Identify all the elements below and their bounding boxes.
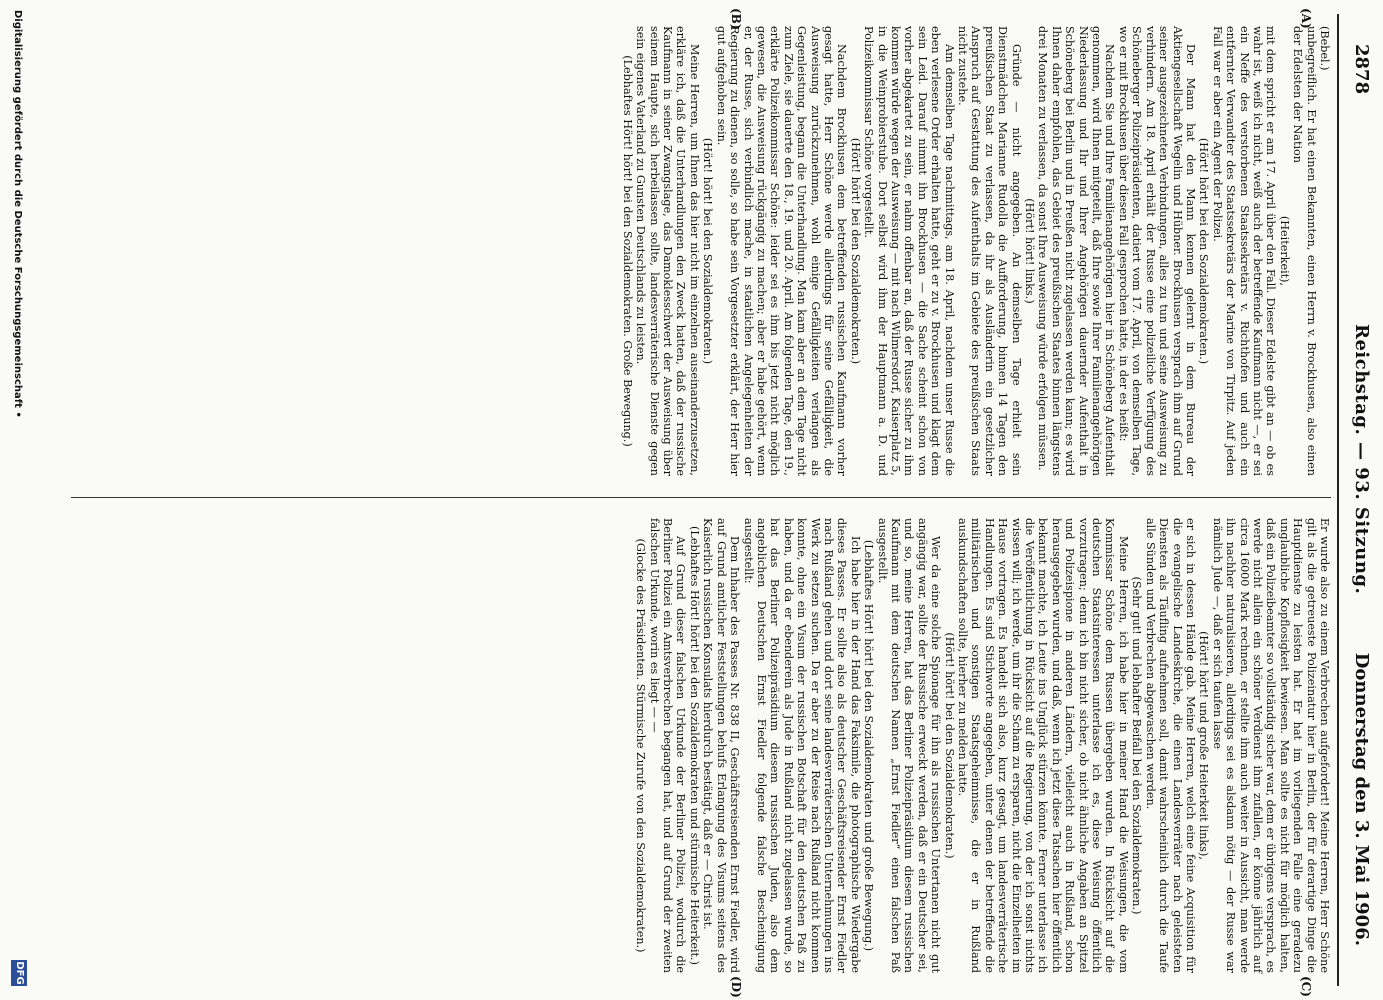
paragraph: Gründe — nicht angegeben. An demselben Tage erhielt sein Dienstmädchen Marianne Rudolla die Aufforderung, binnen 14 Tagen den preußischen Staat zu verlassen, da ihr als Ausländerin ein gesetzlicher Anspruch auf Gestattung des Aufenthalts im Gebiete des preußischen Staats nicht zustehe. — [956, 26, 1023, 476]
page-number: 2878 — [1351, 44, 1372, 95]
interjection: (Lebhaftes Hört! hört! bei den Sozialdemokraten und große Bewegung.) — [862, 539, 876, 952]
page-title: Reichstag. — 93. Sitzung. — [1351, 324, 1372, 595]
paragraph: Am demselben Tage nachmittags, am 18. April, nachdem unser Russe die eben verlesene Order erhalten hatte, geht er zu v. Brockhusen und klagt dem sein Leid. Darauf nimmt ihn Brockhusen — die Sache scheint schon von vorher abgekartet zu sein, er nahm offenbar an, daß der Russe sicher zu ihm kommen würde wegen der Ausweisung — mit nach Wilmersdorf, Kaiserplatz 5, in die Weinprobierstube. Dort selbst wird ihm der Hauptmann a. D. und Polizeikommissar Schöne vorgestellt. — [862, 26, 956, 476]
digitization-credit: Digitalisierung gefördert durch die Deutsche Forschungsgemeinschaft • — [12, 10, 23, 418]
right-column — [634, 518, 1331, 973]
paragraph: Wer da eine solche Spionage für ihn als russischen Untertanen nicht gut angängig war, sollte der Russische erweckt werden, daß er ein Deutscher sei, und so, meine Herren, hat das Berliner Polizeipräsidium diesem russischen Kaufmann mit dem deutschen Namen „Ernst Fiedler“ einen falschen Paß ausgestellt. — [875, 518, 943, 973]
interjection: (Hört! hört! bei den Sozialdemokraten.) — [701, 137, 715, 365]
interjection: (Hört! hört! bei den Sozialdemokraten.) — [1197, 137, 1211, 365]
page-date: Donnerstag den 3. Mai 1906. — [1351, 652, 1372, 946]
interjection: (Hört! hört! bei den Sozialdemokraten.) — [848, 137, 862, 365]
left-column — [620, 26, 1331, 476]
interjection: (Sehr gut! und lebhafter Beifall bei den Sozialdemokraten.) — [1130, 576, 1144, 915]
paragraph: mit dem spricht er am 17. April über den Fall. Dieser Edelste gibt an — ob es wahr ist, weiß ich nicht, weiß auch der betreffende Kaufmann nicht —, er sei ein Neffe des verstorbenen Staatssekretärs v. Richthofen und auch ein entfernter Verwandter des Staatssekretärs der Marine von Tirpitz. Auf jeden Fall war er aber ein Agent der Polizei. — [1210, 26, 1278, 476]
margin-mark-b: (B) — [729, 8, 743, 30]
page-header — [1341, 14, 1375, 986]
paragraph: Auf Grund dieser falschen Urkunde der Berliner Polizei, wodurch die Berliner Polizei ein Amtsverbrechen begangen hat, und auf Grund der zweiten falschen Urkunde, worin es liegt — — — [647, 518, 688, 973]
speaker-name: (Bebel.) — [1318, 26, 1331, 71]
paragraph: er sich in dessen Hände gab. Meine Herren, welch eine feine Acquisition für die evangelische Landeskirche, die einen Landesverräter nach geleisteten Diensten als Täufling aufnehmen soll, damit wahrscheinlich durch die Taufe alle Sünden und Verbrechen abgewaschen werden. — [1143, 518, 1197, 973]
dfg-logo: DFG — [11, 960, 27, 986]
margin-mark-d: (D) — [729, 976, 743, 998]
quoted-certificate: Dem Inhaber des Passes Nr. 838 II, Geschäftsreisenden Ernst Fiedler, wird auf Grund amtlicher Feststellungen behufs Erlangung des Visums seitens des Kaiserlich russischen Konsulats hierdurch bestätigt, daß er — Christ ist. — [701, 518, 742, 973]
paragraph: unbegreiflich. Er hat einen Bekannten, einen Herrn v. Brockhusen, also einen der Edelsten der Nation — [1291, 26, 1318, 476]
column-divider — [71, 497, 1331, 498]
paragraph: Er wurde also zu einem Verbrechen aufgefordert! Meine Herren, Herr Schöne gilt als die getreueste Polizeinatur hier in Berlin, der für derartige Dinge die Hauptdienste zu leisten hat. Er hat im vorliegenden Falle eine geradezu unglaubliche Kopflosigkeit bewiesen. Man sollte es nicht für möglich halten, daß ein Polizeibeamter so vollständig sicher war, dem er übrigens versprach, es werde nicht allein ein schöner Verdienst ihm zufallen, er könne jährlich auf circa 16000 Mark rechnen, er stellte ihm auch weiter in Aussicht, man werde ihn nachher naturalisieren, allerdings sei es alsdann nötig — der Russe war nämlich Jude —, daß er sich taufen lasse — [1210, 518, 1331, 973]
paragraph: Der Mann hat den Mann kennen gelernt in dem Bureau der Aktiengesellschaft Wegelin und Hübner. Brockhusen versprach ihm auf Grund seiner ausgezeichneten Verbindungen, alles zu tun und seine Ausweisung zu verhindern. Am 18. April erhält der Russe eine polizeiliche Verfügung des Schöneberger Polizeipräsidenten, datiert vom 17. April, von demselben Tage, wo er mit Brockhusen über diesen Fall gesprochen hatte, in der es heißt: — [1116, 26, 1197, 476]
margin-mark-c: (C) — [1299, 976, 1313, 997]
interjection: (Lebhaftes Hört! hört! bei den Sozialdemokraten und stürmische Heiterkeit.) — [687, 526, 701, 965]
paragraph: Meine Herren, um Ihnen das hier nicht im einzelnen auseinanderzusetzen, erkläre ich, daß die Unterhandlungen den Zweck hatten, daß der russische Kaufmann in seiner Zwangslage, das Damoklesschwert der Ausweisung über seinem Haupte, sich herbeilassen sollte, landesverräterische Dienste gegen sein eigenes Vaterland zu Gunsten Deutschlands zu leisten. — [634, 26, 701, 476]
paragraph: Nachdem Brockhusen dem betreffenden russischen Kaufmann vorher gesagt hatte, Herr Schöne werde allerdings für seine Gefälligkeit, die Ausweisung zurückzunehmen, wohl einige Gefälligkeiten verlangen als Gegenleistung, begann die Unterhandlung. Man kam aber an dem Tage nicht zum Ziele, sie dauerte den 18., 19. und 20. April. Am folgenden Tage, den 19., erklärte Polizeikommissar Schöne: leider sei es ihm bis jetzt nicht möglich gewesen, die Ausweisung rückgängig zu machen; aber er habe gehört, wenn er, der Russe, sich verbindlich mache, in staatlichen Angelegenheiten der Regierung zu dienen, so solle, so habe sein Vorgesetzter erklärt, der Herr hier gut aufgehoben sein. — [714, 26, 849, 476]
interjection: (Hört! hört! bei den Sozialdemokraten.) — [942, 632, 956, 859]
interjection: (Heiterkeit), — [1277, 215, 1291, 287]
paragraph: Ich habe hier in der Hand das Faksimile, die photographische Wiedergabe dieses Passes. Er sollte also als deutscher Geschäftsreisender Ernst Fiedler nach Rußland gehen und dort seine landesverräterischen Unternehmungen ins Werk zu setzen suchen. Da er aber zu der Reise nach Rußland nicht kommen konnte, ohne ein Visum der russischen Botschaft für den deutschen Paß zu haben, und da er ebenderein als Jude in Rußland nicht zugelassen wurde, so hat das Berliner Polizeipräsidium diesem russischen Juden, also dem angeblichen Deutschen Ernst Fiedler folgende falsche Bescheinigung ausgestellt: — [741, 518, 862, 973]
quoted-order: Nachdem Sie und Ihre Familienangehörigen hier in Schöneberg Aufenthalt genommen, wird Ihnen mitgeteilt, daß Ihre sowie Ihrer Familienangehörigen Niederlassung und Ihr und Ihrer Angehörigen dauernder Aufenthalt in Schöneberg bei Berlin und in Preußen nicht zugelassen werden kann; es wird Ihnen daher empfohlen, das Gebiet des preußischen Staates binnen längstens drei Monaten zu verlassen, da sonst Ihre Ausweisung würde erfolgen müssen. — [1036, 26, 1117, 476]
paragraph: Meine Herren, ich habe hier in meiner Hand die Weisungen, die vom Kommissar Schöne dem Russen übergeben wurden. In Rücksicht auf die deutschen Staatsinteressen unterlasse ich es, diese Weisung öffentlich vorzutragen; denn ich bin nicht sicher, ob nicht ähnliche Angaben an Spitzel und Polizeispione in anderen Ländern, vielleicht auch in Rußland, schon herausgegeben wurden, und daß, wenn ich jetzt diese Tatsachen hier öffentlich bekannt machte, ich Leute ins Unglück stürzen könnte. Ferner unterlasse ich die Veröffentlichung in Rücksicht auf die Regierung, von der ich sonst nichts wissen will; ich werde, um ihr die Scham zu ersparen, nicht die Einzelheiten im Hause vortragen. Es handelt sich also, kurz gesagt, um landesverräterische Handlungen. Es sind Stichworte angegeben, unter denen der betreffende die militärischen und sonstigen Staatsgeheimnisse, die er in Rußland auskundschaften sollte, hierher zu melden hatte. — [956, 518, 1130, 973]
interjection: (Glocke des Präsidenten. Stürmische Zurufe von den Sozialdemokraten.) — [634, 538, 648, 953]
interjection: (Hört! hört! links.) — [1023, 198, 1037, 304]
margin-mark-a: (A) — [1299, 8, 1313, 29]
header-rule — [1337, 14, 1339, 986]
interjection: (Lebhaftes Hört! hört! bei den Sozialdemokraten. Große Bewegung.) — [620, 55, 634, 447]
interjection: (Hört! hört! und große Heiterkeit links), — [1197, 631, 1211, 860]
